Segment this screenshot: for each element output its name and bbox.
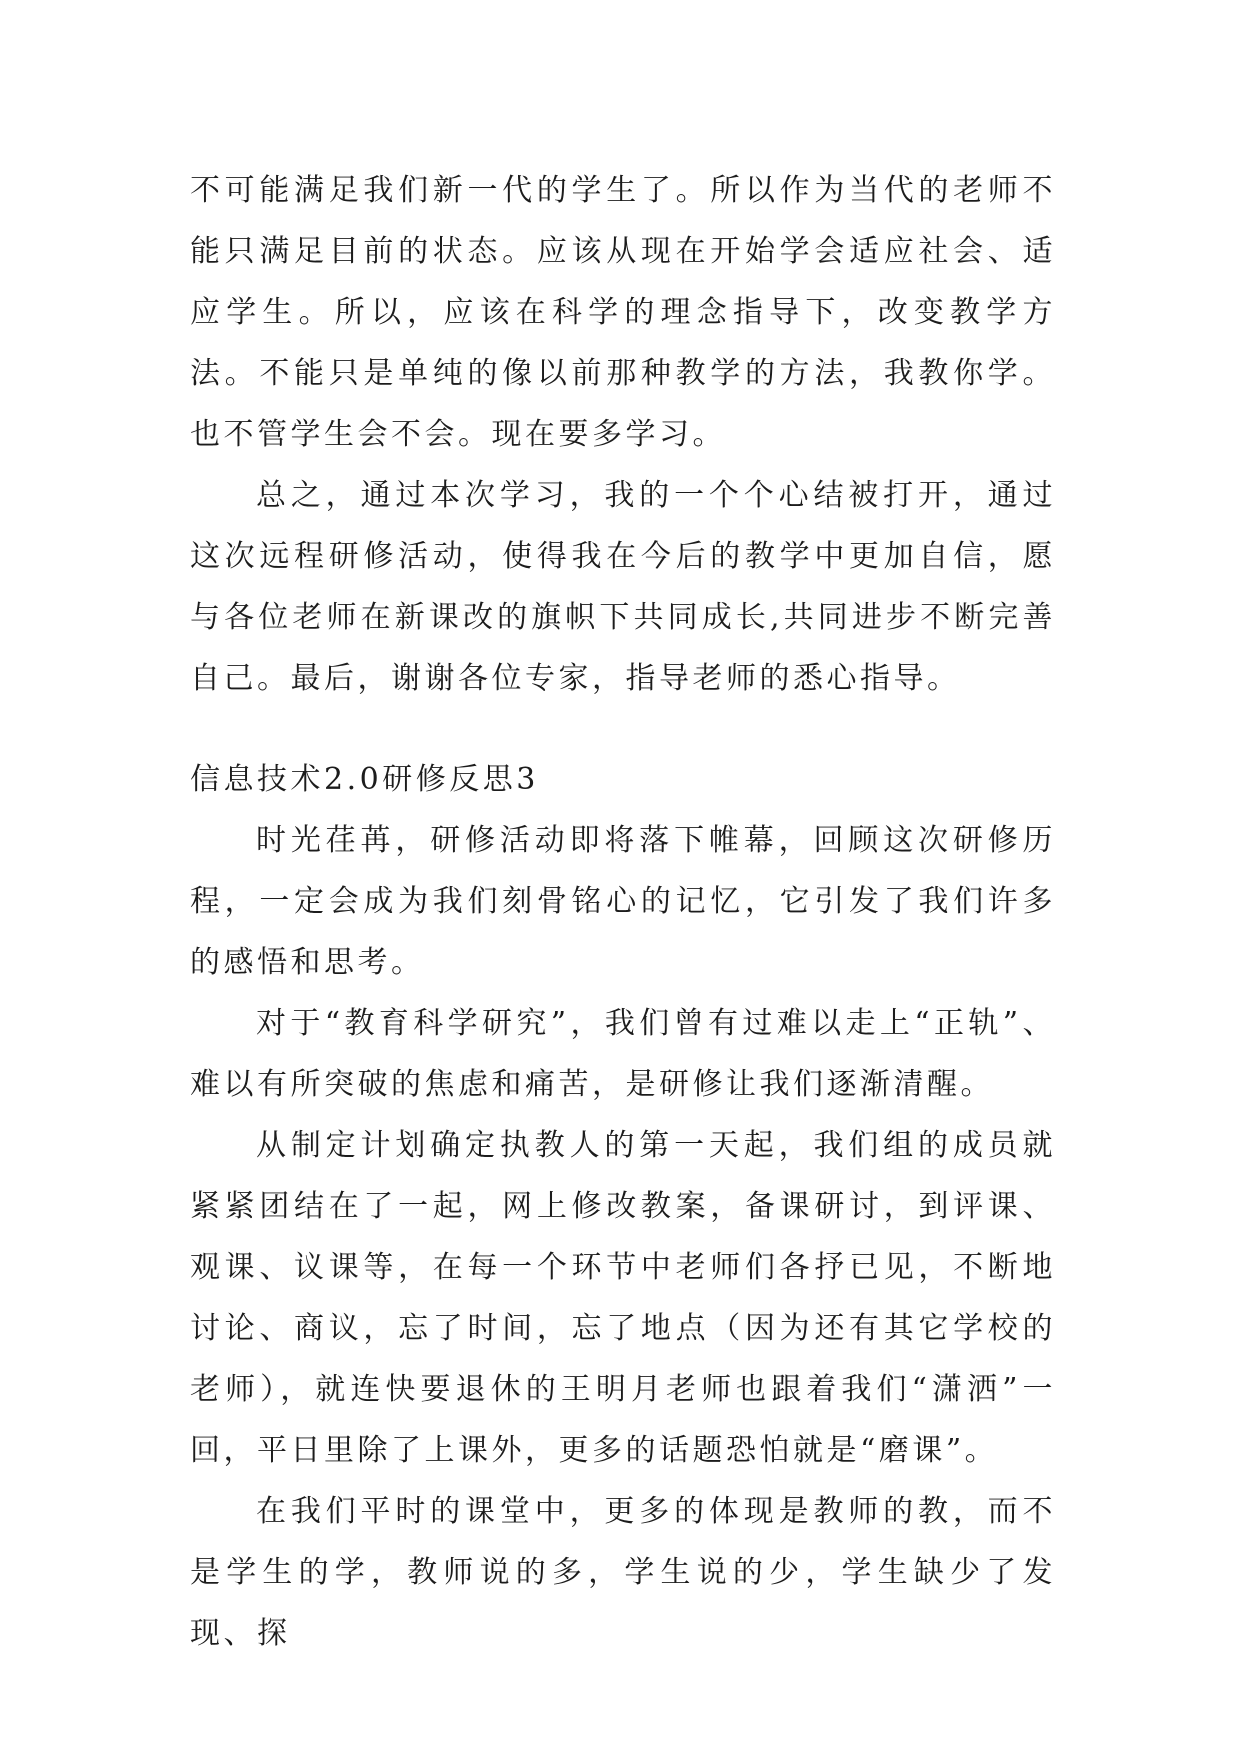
document-body <box>190 160 1056 1664</box>
paragraph-research: 对于“教育科学研究”，我们曾有过难以走上“正轨”、难以有所突破的焦虑和痛苦，是研修让我们逐渐清醒。 <box>190 1006 1056 1102</box>
paragraph-conclusion: 总之，通过本次学习，我的一个个心结被打开，通过这次远程研修活动，使得我在今后的教学中更加自信，愿与各位老师在新课改的旗帜下共同成长,共同进步不断完善自己。最后，谢谢各位专家，指导老师的悉心指导。 <box>190 478 1056 696</box>
paragraph-intro: 时光荏苒，研修活动即将落下帷幕，回顾这次研修历程，一定会成为我们刻骨铭心的记忆，它引发了我们许多的感悟和思考。 <box>190 823 1056 980</box>
section-spacer <box>190 709 1056 749</box>
paragraph-classroom: 在我们平时的课堂中，更多的体现是教师的教，而不是学生的学，教师说的多，学生说的少，学生缺少了发现、探 <box>190 1494 1056 1651</box>
paragraph-team: 从制定计划确定执教人的第一天起，我们组的成员就紧紧团结在了一起，网上修改教案，备课研讨，到评课、观课、议课等，在每一个环节中老师们各抒已见，不断地讨论、商议，忘了时间，忘了地点（因为还有其它学校的老师），就连快要退休的王明月老师也跟着我们“潇洒”一回，平日里除了上课外，更多的话题恐怕就是“磨课”。 <box>190 1128 1056 1468</box>
paragraph-continuation: 不可能满足我们新一代的学生了。所以作为当代的老师不能只满足目前的状态。应该从现在开始学会适应社会、适应学生。所以，应该在科学的理念指导下，改变教学方法。不能只是单纯的像以前那种教学的方法，我教你学。也不管学生会不会。现在要多学习。 <box>190 173 1056 452</box>
section-heading: 信息技术2.0研修反思3 <box>190 762 539 797</box>
